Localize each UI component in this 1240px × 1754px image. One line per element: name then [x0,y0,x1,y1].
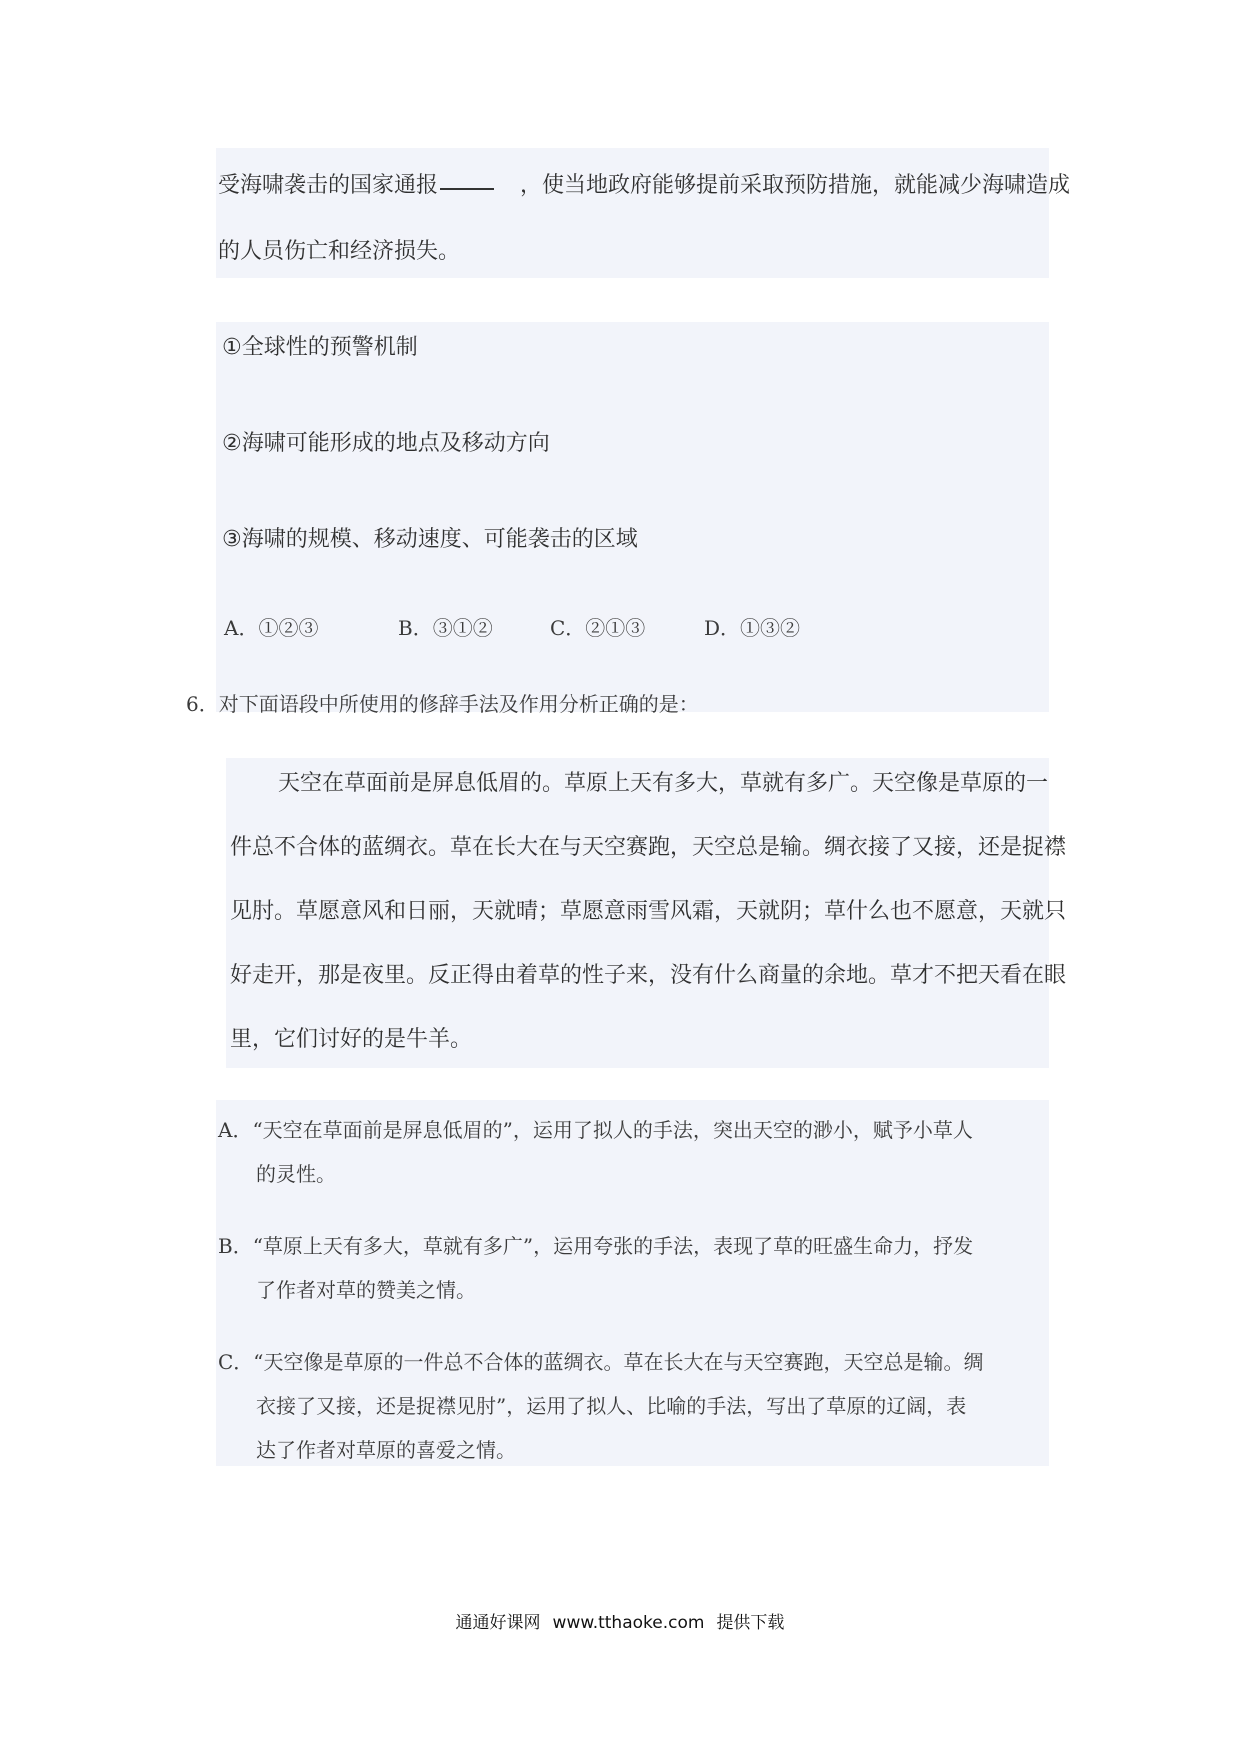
page-footer [0,1608,1240,1633]
q5-option-a: A．①②③ [224,616,319,640]
item-2: ②海啸可能形成的地点及移动方向 [222,431,550,456]
passage-line: 里，它们讨好的是牛羊。 [230,1027,473,1052]
q5-options [224,612,800,641]
item-1: ①全球性的预警机制 [222,335,418,360]
q5-option-c: C．②①③ [550,616,646,640]
item-3: ③海啸的规模、移动速度、可能袭击的区域 [222,527,638,552]
q6-option-c-cont-2: 达了作者对草原的喜爱之情。 [256,1438,516,1462]
passage-line: 件总不合体的蓝绸衣。草在长大在与天空赛跑，天空总是输。绸衣接了又接，还是捉襟 [230,835,1067,860]
footer-tail: 提供下载 [716,1613,785,1633]
fill-blank-line-1 [218,168,1070,199]
q5-option-b: B．③①② [398,616,493,640]
q6-option-b-cont: 了作者对草的赞美之情。 [256,1278,476,1302]
q6-stem: 6．对下面语段中所使用的修辞手法及作用分析正确的是： [186,692,699,716]
q6-option-c-cont-1: 衣接了又接，还是捉襟见肘”，运用了拟人、比喻的手法，写出了草原的辽阔，表 [256,1394,967,1418]
fill-blank-before: 受海啸袭击的国家通报 [218,173,439,198]
footer-url[interactable]: www.tthaoke.com [552,1613,705,1633]
shade-items [216,322,1049,712]
fill-blank-after: ，使当地政府能够提前采取预防措施，就能减少海啸造成 [520,173,1071,198]
passage-line: 好走开，那是夜里。反正得由着草的性子来，没有什么商量的余地。草才不把天看在眼 [230,963,1067,988]
passage-line: 天空在草面前是屏息低眉的。草原上天有多大，草就有多广。天空像是草原的一 [278,771,1049,796]
q6-option-a: A．“天空在草面前是屏息低眉的”，运用了拟人的手法，突出天空的渺小，赋予小草人 [218,1118,973,1142]
q5-option-d: D．①③② [704,616,801,640]
q6-option-b: B．“草原上天有多大，草就有多广”，运用夸张的手法，表现了草的旺盛生命力，抒发 [218,1234,974,1258]
q6-option-c: C．“天空像是草原的一件总不合体的蓝绸衣。草在长大在与天空赛跑，天空总是输。绸 [218,1350,984,1374]
passage-line: 见肘。草愿意风和日丽，天就晴；草愿意雨雪风霜，天就阴；草什么也不愿意，天就只 [230,899,1067,924]
answer-blank [440,188,494,190]
footer-site: 通通好课网 [455,1613,541,1633]
fill-blank-line-2: 的人员伤亡和经济损失。 [218,239,461,264]
q6-option-a-cont: 的灵性。 [256,1162,336,1186]
